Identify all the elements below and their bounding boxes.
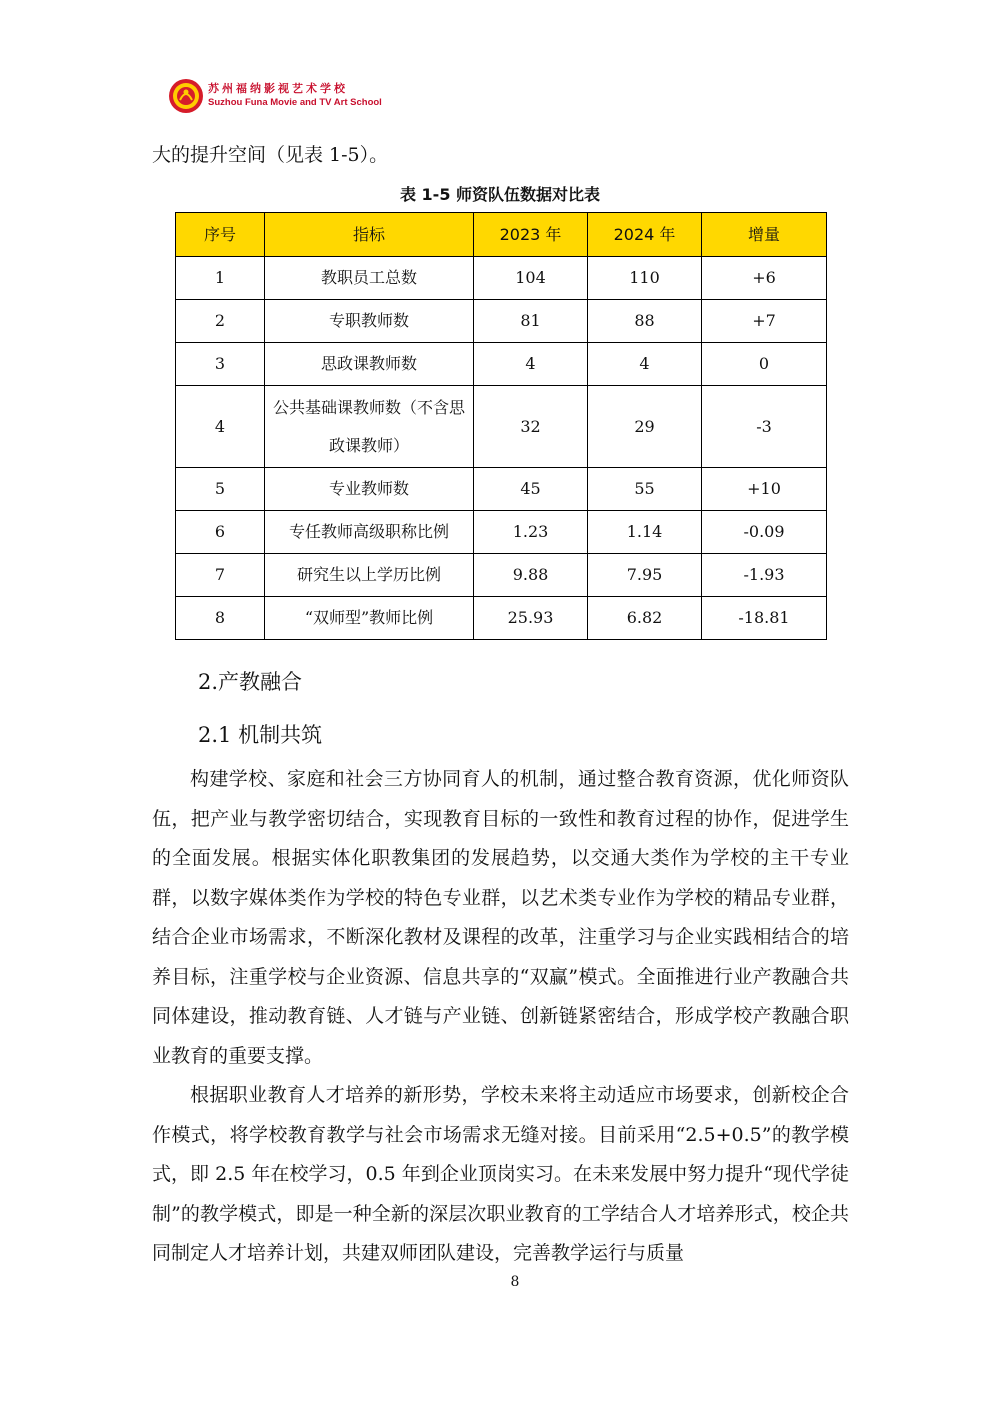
table-row xyxy=(176,343,827,386)
table-cell: -3 xyxy=(702,386,827,468)
table-cell: 81 xyxy=(474,300,588,343)
table-cell: 4 xyxy=(588,343,702,386)
table-cell: 110 xyxy=(588,257,702,300)
table-cell: +7 xyxy=(702,300,827,343)
table-cell: 32 xyxy=(474,386,588,468)
table-row xyxy=(176,597,827,640)
table-cell: 专业教师数 xyxy=(265,468,474,511)
page-number: 8 xyxy=(510,1274,520,1290)
table-cell: +10 xyxy=(702,468,827,511)
table-cell: 公共基础课教师数（不含思政课教师） xyxy=(265,386,474,468)
table-cell: 1.14 xyxy=(588,511,702,554)
table-cell: 29 xyxy=(588,386,702,468)
table-cell: 7 xyxy=(176,554,265,597)
table-cell: 5 xyxy=(176,468,265,511)
table-cell: 2 xyxy=(176,300,265,343)
table-cell: 3 xyxy=(176,343,265,386)
table-row xyxy=(176,468,827,511)
table-cell: +6 xyxy=(702,257,827,300)
table-row xyxy=(176,300,827,343)
header-cell: 序号 xyxy=(176,213,265,257)
school-logo xyxy=(168,78,382,114)
table-caption: 表 1-5 师资队伍数据对比表 xyxy=(399,185,601,204)
intro-line: 大的提升空间（见表 1-5）。 xyxy=(152,144,389,166)
table-cell: 4 xyxy=(176,386,265,468)
faculty-comparison-table xyxy=(175,212,827,640)
school-emblem-icon xyxy=(168,78,204,114)
table-cell: 104 xyxy=(474,257,588,300)
body-text xyxy=(152,760,849,1274)
table-cell: 45 xyxy=(474,468,588,511)
table-cell: 4 xyxy=(474,343,588,386)
header-cell: 指标 xyxy=(265,213,474,257)
table-cell: 25.93 xyxy=(474,597,588,640)
table-cell: 教职员工总数 xyxy=(265,257,474,300)
table-cell: 6 xyxy=(176,511,265,554)
table-cell: 1.23 xyxy=(474,511,588,554)
table-cell: -0.09 xyxy=(702,511,827,554)
header-cell: 2023 年 xyxy=(474,213,588,257)
school-name-cn: 苏州福纳影视艺术学校 xyxy=(208,83,348,96)
table-cell: 9.88 xyxy=(474,554,588,597)
table-cell: 1 xyxy=(176,257,265,300)
table-cell: 55 xyxy=(588,468,702,511)
section-heading: 2.产教融合 xyxy=(198,670,303,694)
table-header-row xyxy=(176,213,827,257)
table-row xyxy=(176,257,827,300)
subsection-heading: 2.1 机制共筑 xyxy=(198,723,323,747)
header-cell: 2024 年 xyxy=(588,213,702,257)
paragraph: 构建学校、家庭和社会三方协同育人的机制，通过整合教育资源，优化师资队伍，把产业与教学密切结合，实现教育目标的一致性和教育过程的协作，促进学生的全面发展。根据实体化职教集团的发展趋势，以交通大类作为学校的主干专业群，以数字媒体类作为学校的特色专业群，以艺术类专业作为学校的精品专业群，结合企业市场需求，不断深化教材及课程的改革，注重学习与企业实践相结合的培养目标，注重学校与企业资源、信息共享的“双赢”模式。全面推进行业产教融合共同体建设，推动教育链、人才链与产业链、创新链紧密结合，形成学校产教融合职业教育的重要支撑。 xyxy=(152,768,849,1067)
table-cell: 研究生以上学历比例 xyxy=(265,554,474,597)
table-cell: 0 xyxy=(702,343,827,386)
table-cell: -1.93 xyxy=(702,554,827,597)
table-cell: 7.95 xyxy=(588,554,702,597)
table-cell: 8 xyxy=(176,597,265,640)
table-cell: 专职教师数 xyxy=(265,300,474,343)
table-row xyxy=(176,386,827,468)
table-cell: 专任教师高级职称比例 xyxy=(265,511,474,554)
header-cell: 增量 xyxy=(702,213,827,257)
table-cell: 思政课教师数 xyxy=(265,343,474,386)
table-cell: 88 xyxy=(588,300,702,343)
table-cell: -18.81 xyxy=(702,597,827,640)
table-cell: 6.82 xyxy=(588,597,702,640)
table-row xyxy=(176,554,827,597)
school-name-en: Suzhou Funa Movie and TV Art School xyxy=(208,97,382,109)
table-cell: “双师型”教师比例 xyxy=(265,597,474,640)
paragraph: 根据职业教育人才培养的新形势，学校未来将主动适应市场要求，创新校企合作模式，将学校教育教学与社会市场需求无缝对接。目前采用“2.5+0.5”的教学模式，即 2.5 年在校学习，0.5 年到企业顶岗实习。在未来发展中努力提升“现代学徒制”的教学模式，即是一种全新的深层次职业教育的工学结合人才培养形式，校企共同制定人才培养计划，共建双师团队建设，完善教学运行与质量 xyxy=(152,1084,849,1264)
table-row xyxy=(176,511,827,554)
